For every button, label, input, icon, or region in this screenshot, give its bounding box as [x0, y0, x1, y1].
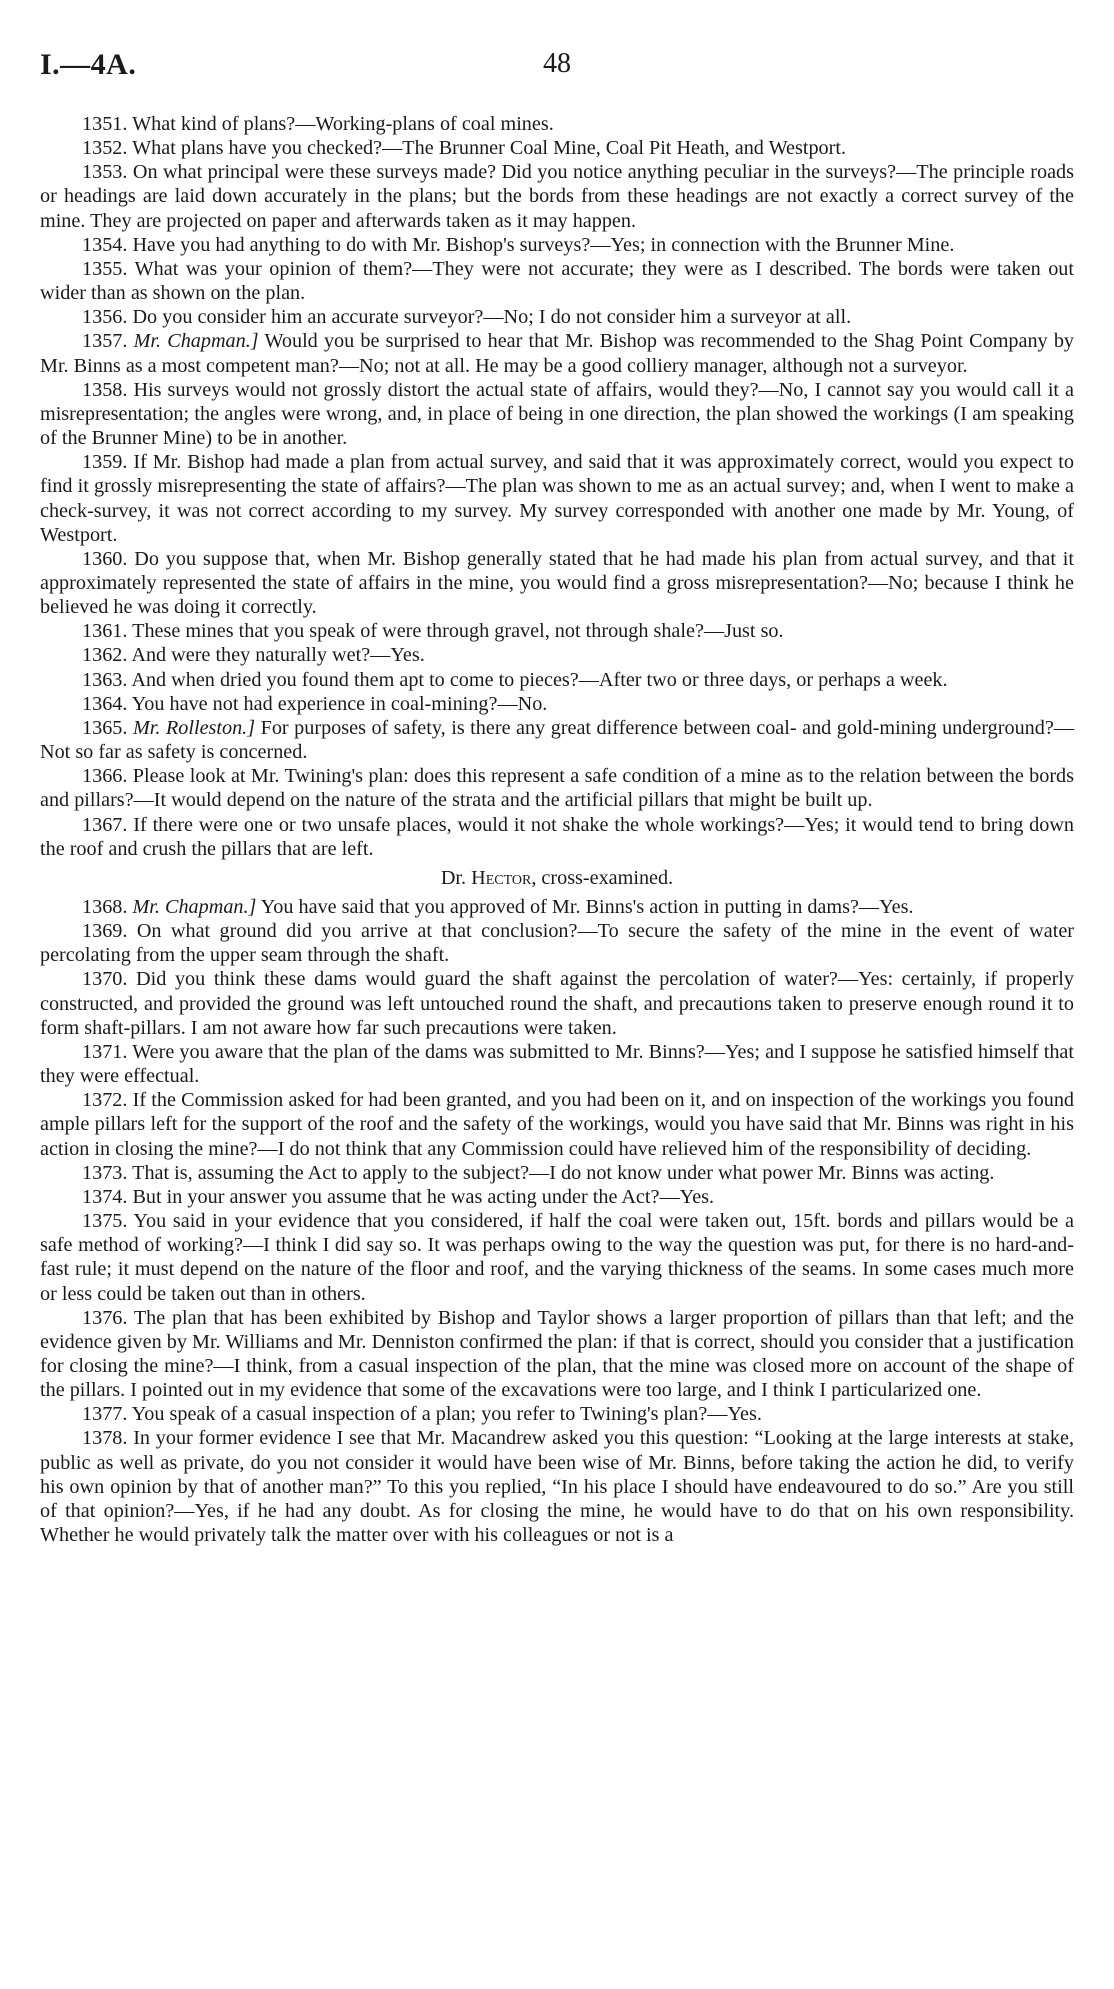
- question-paragraph: [40, 305, 1074, 329]
- question-paragraph: [40, 450, 1074, 547]
- question-paragraph: [40, 895, 1074, 919]
- heading-prefix: Dr.: [440, 866, 467, 889]
- question-text: What was your opinion of them?—They were not accurate; they were as I described. The bords were taken out wider than as shown on the plan.: [40, 257, 1074, 305]
- heading-name: Hector: [471, 866, 532, 889]
- question-text: What plans have you checked?—The Brunner Coal Mine, Coal Pit Heath, and Westport.: [132, 137, 847, 160]
- question-number: 1353.: [82, 161, 128, 184]
- question-text: If Mr. Bishop had made a plan from actual survey, and said that it was approximately correct, would you expect to find it grossly misrepresenting the state of affairs?—The plan was shown to me as an actual survey; and, when I went to make a check-survey, it was not correct according to my survey. My survey corresponded with another one made by Mr. Young, of Westport.: [40, 451, 1075, 546]
- question-text: You speak of a casual inspection of a plan; you refer to Twining's plan?—Yes.: [131, 1403, 762, 1426]
- question-number: 1367.: [82, 813, 128, 836]
- question-number: 1359.: [82, 451, 128, 474]
- question-paragraph: [40, 378, 1074, 450]
- question-paragraph: [40, 233, 1074, 257]
- question-text: For purposes of safety, is there any great difference between coal- and gold-mining underground?—Not so far as safety is concerned.: [40, 716, 1075, 764]
- question-text: Please look at Mr. Twining's plan: does this represent a safe condition of a mine as to the relation between the bords and pillars?—It would depend on the nature of the strata and the artificial pillars that might be built up.: [40, 765, 1074, 812]
- question-number: 1360.: [82, 547, 128, 570]
- question-text: On what principal were these surveys made? Did you notice anything peculiar in the surveys?—The principle roads or headings are laid down accurately in the plans; but the bords from these headings are not exactly a correct survey of the mine. They are projected on paper and afterwards taken as it may happen.: [40, 161, 1075, 232]
- question-paragraph: [40, 1209, 1074, 1306]
- question-paragraph: [40, 668, 1074, 692]
- question-text: Have you had anything to do with Mr. Bishop's surveys?—Yes; in connection with the Brunner Mine.: [132, 233, 955, 256]
- question-number: 1372.: [82, 1089, 128, 1112]
- question-group-before-heading: [40, 112, 1074, 861]
- question-paragraph: [40, 1161, 1074, 1185]
- evidence-body: [40, 112, 1074, 1547]
- question-paragraph: [40, 919, 1074, 967]
- question-number: 1354.: [82, 233, 128, 256]
- question-text: What kind of plans?—Working-plans of coal mines.: [132, 113, 554, 135]
- question-paragraph: [40, 112, 1074, 136]
- question-text: On what ground did you arrive at that conclusion?—To secure the safety of the mine in the event of water percolating from the upper seam through the shaft.: [40, 920, 1075, 967]
- question-number: 1364.: [82, 692, 128, 715]
- question-text: Were you aware that the plan of the dams was submitted to Mr. Binns?—Yes; and I suppose he satisfied himself that they were effectual.: [40, 1040, 1074, 1088]
- sheet-reference: I.—4A.: [40, 48, 137, 81]
- question-text: In your former evidence I see that Mr. Macandrew asked you this question: “Looking at the large interests at stake, public as well as private, do you not consider it would have been wise of Mr. Binns, before taking the action he did, to verify his own opinion by that of another man?” To this you replied, “In his place I should have endeavoured to do so.” Are you still of that opinion?—Yes, if he had any doubt. As for closing the mine, he would have to do that on his own responsibility. Whether he would privately talk the matter over with his colleagues or not is a: [40, 1427, 1075, 1547]
- question-paragraph: [40, 619, 1074, 643]
- question-paragraph: [40, 967, 1074, 1039]
- speaker-name: Mr. Chapman.]: [132, 896, 257, 918]
- question-text: The plan that has been exhibited by Bishop and Taylor shows a larger proportion of pillars than that left; and the evidence given by Mr. Williams and Mr. Denniston confirmed the plan: if that is correct, should you consider that a justification for closing the mine?—I think, from a casual inspection of the plan, that the mine was closed more on account of the shape of the pillars. I pointed out in my evidence that some of the excavations were too large, and I think I particularized one.: [40, 1306, 1074, 1402]
- question-number: 1378.: [82, 1427, 128, 1450]
- question-text: If the Commission asked for had been granted, and you had been on it, and on inspection of the workings you found ample pillars left for the support of the roof and the safety of the workings, would you have said that Mr. Binns was right in his action in closing the mine?—I do not think that any Commission could have relieved him of the responsibility of deciding.: [40, 1089, 1075, 1160]
- question-number: 1352.: [82, 137, 128, 160]
- question-paragraph: [40, 1402, 1074, 1426]
- question-number: 1361.: [82, 620, 128, 643]
- question-text: His surveys would not grossly distort the actual state of affairs, would they?—No, I cannot say you would call it a misrepresentation; the angles were wrong, and, in place of being in one direction, the plan showed the workings (I am speaking of the Brunner Mine) to be in another.: [40, 378, 1075, 450]
- question-number: 1365.: [82, 716, 128, 739]
- question-text: These mines that you speak of were through gravel, not through shale?—Just so.: [132, 620, 784, 643]
- question-paragraph: [40, 692, 1074, 716]
- question-paragraph: [40, 136, 1074, 160]
- question-text: But in your answer you assume that he was acting under the Act?—Yes.: [132, 1185, 715, 1208]
- question-paragraph: [40, 643, 1074, 667]
- question-text: And when dried you found them apt to come to pieces?—After two or three days, or perhaps a week.: [131, 668, 948, 691]
- question-number: 1375.: [82, 1210, 128, 1233]
- question-text: Do you suppose that, when Mr. Bishop generally stated that he had made his plan from actual survey, and that it approximately represented the state of affairs in the mine, you would find a gross misrepresentation?—No; because I think he believed he was doing it correctly.: [40, 547, 1074, 619]
- question-paragraph: [40, 813, 1074, 861]
- question-text: And were they naturally wet?—Yes.: [131, 644, 425, 667]
- question-paragraph: [40, 547, 1074, 619]
- question-text: That is, assuming the Act to apply to the subject?—I do not know under what power Mr. Binns was acting.: [132, 1161, 995, 1184]
- question-number: 1351.: [82, 113, 128, 135]
- question-number: 1355.: [82, 257, 128, 280]
- question-number: 1356.: [82, 306, 128, 329]
- question-text: If there were one or two unsafe places, would it not shake the whole workings?—Yes; it would tend to bring down the roof and crush the pillars that are left.: [40, 813, 1075, 860]
- question-number: 1373.: [82, 1161, 128, 1184]
- section-heading: [40, 866, 1074, 890]
- speaker-name: Mr. Rolleston.]: [132, 716, 256, 739]
- question-text: You have not had experience in coal-mining?—No.: [131, 692, 548, 715]
- question-number: 1377.: [82, 1403, 128, 1426]
- question-text: You have said that you approved of Mr. Binns's action in putting in dams?—Yes.: [260, 896, 914, 918]
- question-paragraph: [40, 1185, 1074, 1209]
- question-number: 1374.: [82, 1185, 128, 1208]
- question-group-after-heading: [40, 895, 1074, 1547]
- question-number: 1363.: [82, 668, 128, 691]
- question-paragraph: [40, 160, 1074, 232]
- speaker-name: Mr. Chapman.]: [133, 330, 259, 353]
- question-paragraph: [40, 764, 1074, 812]
- question-number: 1376.: [82, 1306, 128, 1329]
- question-paragraph: [40, 257, 1074, 305]
- question-text: Did you think these dams would guard the shaft against the percolation of water?—Yes: certainly, if properly constructed, and provided the ground was left untouched round the shaft, and precautions taken to preserve enough round it to form shaft-pillars. I am not aware how far such precautions were taken.: [40, 968, 1074, 1039]
- question-number: 1362.: [82, 644, 128, 667]
- question-text: Do you consider him an accurate surveyor?—No; I do not consider him a surveyor at all.: [132, 306, 852, 329]
- question-text: You said in your evidence that you considered, if half the coal were taken out, 15ft. bords and pillars would be a safe method of working?—I think I did say so. It was perhaps owing to the way the question was put, for there is no hard-and-fast rule; it must depend on the nature of the floor and roof, and the varying thickness of the seams. In some cases much more or less could be taken out than in others.: [40, 1210, 1074, 1305]
- question-number: 1366.: [82, 765, 128, 788]
- page-number: 48: [543, 48, 571, 79]
- question-number: 1357.: [82, 330, 128, 353]
- page-header: [40, 48, 1074, 88]
- question-number: 1370.: [82, 968, 128, 991]
- question-text: Would you be surprised to hear that Mr. Bishop was recommended to the Shag Point Company by Mr. Binns as a most competent man?—No; not at all. He may be a good colliery manager, although not a surveyor.: [40, 330, 1075, 377]
- question-number: 1369.: [82, 920, 128, 943]
- question-number: 1358.: [82, 378, 128, 401]
- question-paragraph: [40, 329, 1074, 377]
- question-paragraph: [40, 1040, 1074, 1088]
- question-paragraph: [40, 716, 1074, 764]
- question-number: 1368.: [82, 896, 128, 918]
- heading-suffix: , cross-examined.: [531, 866, 674, 889]
- question-paragraph: [40, 1306, 1074, 1403]
- question-paragraph: [40, 1088, 1074, 1160]
- question-number: 1371.: [82, 1040, 128, 1063]
- question-paragraph: [40, 1426, 1074, 1547]
